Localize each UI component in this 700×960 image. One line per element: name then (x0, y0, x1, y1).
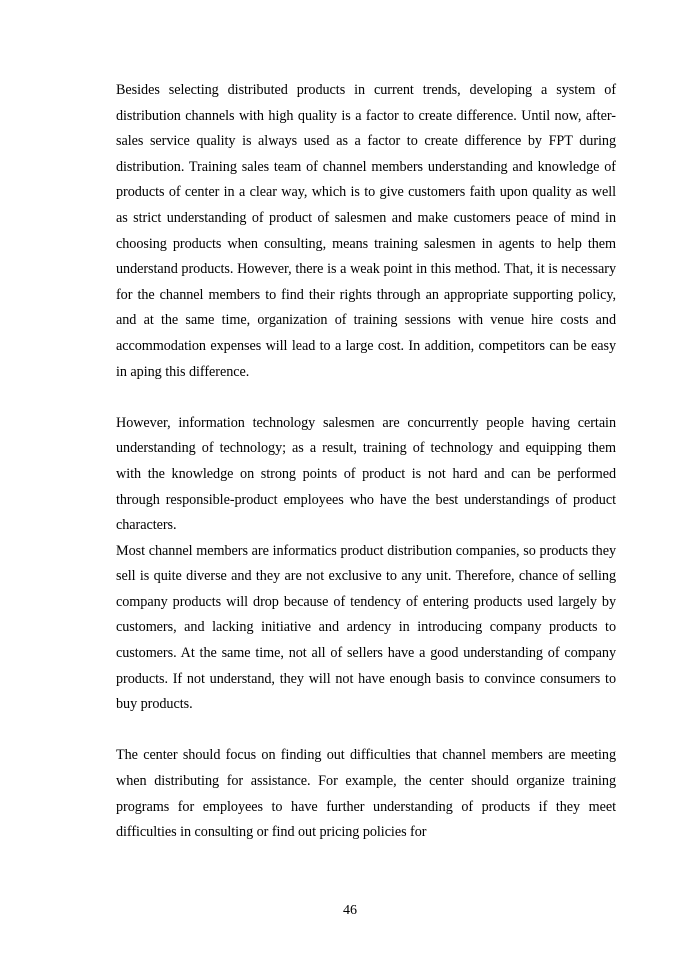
paragraph-spacer (116, 718, 616, 744)
paragraph-channel-members: Most channel members are informatics product distribution companies, so products they sell is quite diverse and they are not exclusive to any unit. Therefore, chance of selling company products will drop because of tendency of entering products used largely by customers, and lacking initiative and ardency in introducing company products to customers. At the same time, not all of sellers have a good understanding of company products. If not understand, they will not have enough basis to convince consumers to buy products. (116, 542, 616, 713)
paragraph-distribution-channels: Besides selecting distributed products in current trends, developing a system of distribution channels with high quality is a factor to create difference. Until now, after-sales service quality is always used as a factor to create difference by FPT during distribution. Training sales team of channel members understanding and knowledge of products of center in a clear way, which is to give customers faith upon quality as well as strict understanding of product of salesmen and make customers peace of mind in choosing products when consulting, means training salesmen in agents to help them understand products. However, there is a weak point in this method. That, it is necessary for the channel members to find their rights through an appropriate supporting policy, and at the same time, organization of training sessions with venue hire costs and accommodation expenses will lead to a large cost. In addition, competitors can be easy in aping this difference. (116, 82, 616, 380)
paragraph-it-salesmen: However, information technology salesmen are concurrently people having certain understanding of technology; as a result, training of technology and equipping them with the knowledge on strong points of product is not hard and can be performed through responsible-product employees who have the best understandings of product characters. (116, 414, 616, 534)
paragraph-spacer (116, 385, 616, 411)
page-number: 46 (343, 903, 357, 918)
body-text (116, 78, 616, 846)
paragraph-center-focus: The center should focus on finding out difficulties that channel members are meeting when distributing for assistance. For example, the center should organize training programs for employees to have further understanding of products if they meet difficulties in consulting or find out pricing policies for (116, 747, 616, 841)
